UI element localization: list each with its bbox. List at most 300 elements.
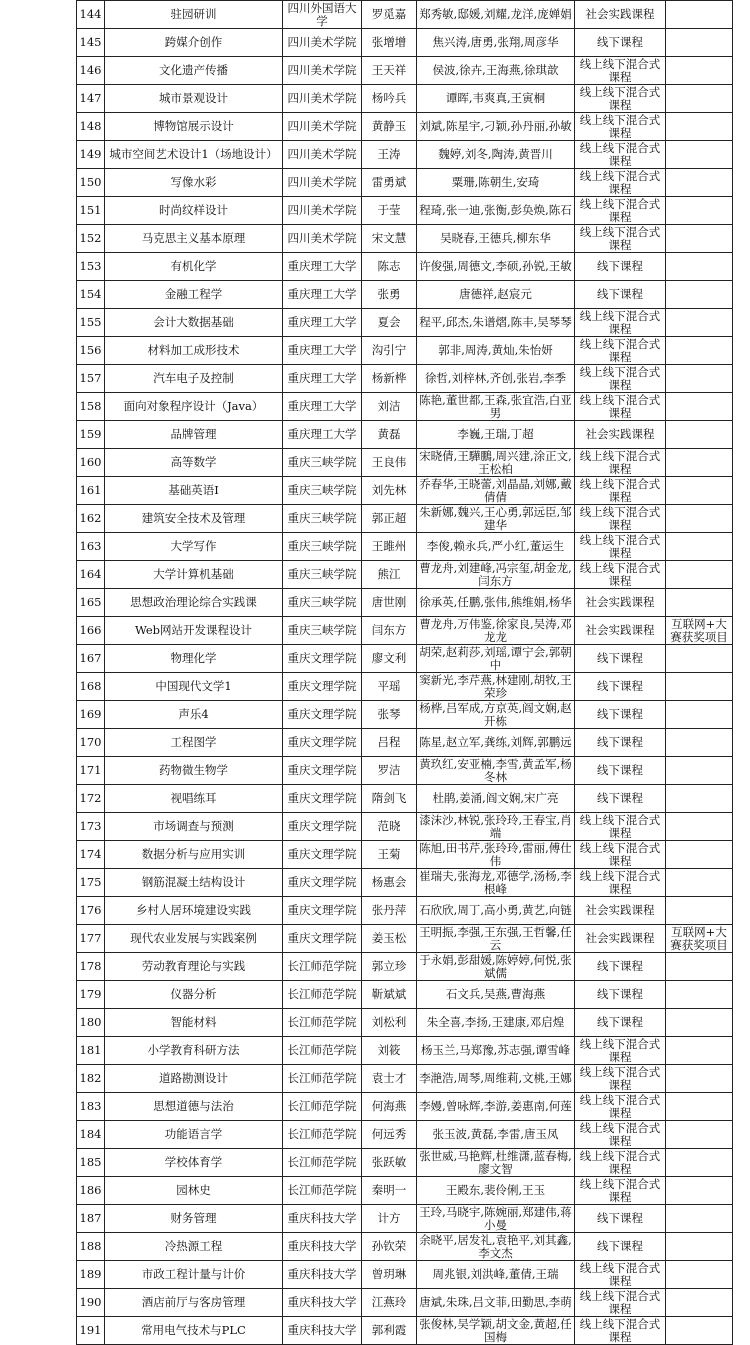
row-number-cell: 153 bbox=[77, 253, 105, 281]
remark-cell bbox=[666, 169, 733, 197]
team-members-cell: 张玉波,黄磊,李雷,唐玉凤 bbox=[417, 1121, 575, 1149]
team-members-cell: 杜鹃,姜涌,阎文娴,宋广亮 bbox=[417, 785, 575, 813]
table-row bbox=[77, 1065, 733, 1093]
school-name-cell: 重庆三峡学院 bbox=[283, 505, 362, 533]
remark-cell bbox=[666, 477, 733, 505]
course-name-cell: 视唱练耳 bbox=[105, 785, 283, 813]
team-members-cell: 王殿东,裴伶俐,王玉 bbox=[417, 1177, 575, 1205]
school-name-cell: 重庆科技大学 bbox=[283, 1261, 362, 1289]
team-members-cell: 窦新光,李芹燕,林建刚,胡牧,王荣珍 bbox=[417, 673, 575, 701]
row-number-cell: 146 bbox=[77, 57, 105, 85]
school-name-cell: 重庆文理学院 bbox=[283, 897, 362, 925]
course-leader-cell: 杨新桦 bbox=[362, 365, 417, 393]
table-row bbox=[77, 169, 733, 197]
course-table bbox=[76, 0, 733, 1345]
row-number-cell: 164 bbox=[77, 561, 105, 589]
team-members-cell: 刘斌,陈星宇,刁颖,孙丹丽,孙敏 bbox=[417, 113, 575, 141]
table-row bbox=[77, 1093, 733, 1121]
table-row bbox=[77, 1261, 733, 1289]
course-leader-cell: 江燕玲 bbox=[362, 1289, 417, 1317]
table-row bbox=[77, 141, 733, 169]
table-row bbox=[77, 393, 733, 421]
team-members-cell: 郑秀敏,邸媛,刘耀,龙洋,庞婵娟 bbox=[417, 1, 575, 29]
school-name-cell: 重庆三峡学院 bbox=[283, 533, 362, 561]
course-leader-cell: 何远秀 bbox=[362, 1121, 417, 1149]
team-members-cell: 张俊林,吴学颖,胡文金,黄超,任国梅 bbox=[417, 1317, 575, 1345]
team-members-cell: 程琦,张一迪,张衡,彭奂焕,陈石 bbox=[417, 197, 575, 225]
row-number-cell: 173 bbox=[77, 813, 105, 841]
school-name-cell: 四川美术学院 bbox=[283, 29, 362, 57]
table-row bbox=[77, 925, 733, 953]
team-members-cell: 乔春华,王晓蕾,刘晶晶,刘娜,戴倩倩 bbox=[417, 477, 575, 505]
remark-cell bbox=[666, 393, 733, 421]
team-members-cell: 曹龙舟,刘建峰,冯宗玺,胡金龙,闫东方 bbox=[417, 561, 575, 589]
course-leader-cell: 刘筱 bbox=[362, 1037, 417, 1065]
row-number-cell: 182 bbox=[77, 1065, 105, 1093]
course-leader-cell: 范晓 bbox=[362, 813, 417, 841]
course-type-cell: 线上线下混合式课程 bbox=[575, 1065, 666, 1093]
school-name-cell: 重庆文理学院 bbox=[283, 757, 362, 785]
course-type-cell: 线上线下混合式课程 bbox=[575, 1093, 666, 1121]
team-members-cell: 杨玉兰,马郑豫,苏志强,谭雪峰 bbox=[417, 1037, 575, 1065]
row-number-cell: 147 bbox=[77, 85, 105, 113]
table-row bbox=[77, 477, 733, 505]
team-members-cell: 徐哲,刘梓林,齐创,张岩,李季 bbox=[417, 365, 575, 393]
row-number-cell: 154 bbox=[77, 281, 105, 309]
team-members-cell: 李俊,赖永兵,严小红,董运生 bbox=[417, 533, 575, 561]
course-type-cell: 社会实践课程 bbox=[575, 421, 666, 449]
course-leader-cell: 黄静玉 bbox=[362, 113, 417, 141]
remark-cell bbox=[666, 869, 733, 897]
remark-cell bbox=[666, 253, 733, 281]
remark-cell bbox=[666, 841, 733, 869]
school-name-cell: 四川美术学院 bbox=[283, 169, 362, 197]
row-number-cell: 166 bbox=[77, 617, 105, 645]
course-type-cell: 线上线下混合式课程 bbox=[575, 449, 666, 477]
course-leader-cell: 平瑶 bbox=[362, 673, 417, 701]
course-type-cell: 线下课程 bbox=[575, 785, 666, 813]
course-name-cell: 金融工程学 bbox=[105, 281, 283, 309]
team-members-cell: 王玲,马晓宇,陈婉丽,郑建伟,蒋小曼 bbox=[417, 1205, 575, 1233]
team-members-cell: 周兆银,刘洪峰,董倩,王瑞 bbox=[417, 1261, 575, 1289]
course-leader-cell: 袁士才 bbox=[362, 1065, 417, 1093]
remark-cell bbox=[666, 1, 733, 29]
remark-cell bbox=[666, 421, 733, 449]
course-name-cell: 思想政治理论综合实践课 bbox=[105, 589, 283, 617]
team-members-cell: 胡荣,赵莉莎,刘瑶,谭宁会,郭朝中 bbox=[417, 645, 575, 673]
row-number-cell: 185 bbox=[77, 1149, 105, 1177]
school-name-cell: 长江师范学院 bbox=[283, 1037, 362, 1065]
course-leader-cell: 宋文慧 bbox=[362, 225, 417, 253]
school-name-cell: 重庆理工大学 bbox=[283, 421, 362, 449]
course-type-cell: 线上线下混合式课程 bbox=[575, 533, 666, 561]
remark-cell bbox=[666, 505, 733, 533]
school-name-cell: 长江师范学院 bbox=[283, 953, 362, 981]
course-leader-cell: 何海燕 bbox=[362, 1093, 417, 1121]
team-members-cell: 徐承英,任鹏,张伟,熊维娟,杨华 bbox=[417, 589, 575, 617]
school-name-cell: 重庆文理学院 bbox=[283, 701, 362, 729]
table-row bbox=[77, 29, 733, 57]
course-leader-cell: 王良伟 bbox=[362, 449, 417, 477]
table-row bbox=[77, 1205, 733, 1233]
school-name-cell: 四川美术学院 bbox=[283, 197, 362, 225]
table-row bbox=[77, 533, 733, 561]
team-members-cell: 崔瑞夫,张海龙,邓德学,汤杨,李根峰 bbox=[417, 869, 575, 897]
table-row bbox=[77, 589, 733, 617]
course-name-cell: 城市景观设计 bbox=[105, 85, 283, 113]
course-leader-cell: 黄磊 bbox=[362, 421, 417, 449]
course-name-cell: 材料加工成形技术 bbox=[105, 337, 283, 365]
course-type-cell: 线下课程 bbox=[575, 1009, 666, 1037]
team-members-cell: 粟珊,陈朝生,安琦 bbox=[417, 169, 575, 197]
course-type-cell: 线上线下混合式课程 bbox=[575, 1317, 666, 1345]
school-name-cell: 四川外国语大学 bbox=[283, 1, 362, 29]
remark-cell bbox=[666, 1289, 733, 1317]
row-number-cell: 163 bbox=[77, 533, 105, 561]
row-number-cell: 159 bbox=[77, 421, 105, 449]
school-name-cell: 四川美术学院 bbox=[283, 141, 362, 169]
course-type-cell: 线上线下混合式课程 bbox=[575, 1261, 666, 1289]
course-type-cell: 线上线下混合式课程 bbox=[575, 505, 666, 533]
course-name-cell: 大学写作 bbox=[105, 533, 283, 561]
remark-cell bbox=[666, 785, 733, 813]
school-name-cell: 长江师范学院 bbox=[283, 1177, 362, 1205]
school-name-cell: 重庆理工大学 bbox=[283, 393, 362, 421]
row-number-cell: 178 bbox=[77, 953, 105, 981]
row-number-cell: 150 bbox=[77, 169, 105, 197]
remark-cell bbox=[666, 1317, 733, 1345]
course-type-cell: 线下课程 bbox=[575, 1205, 666, 1233]
school-name-cell: 长江师范学院 bbox=[283, 1149, 362, 1177]
table-row bbox=[77, 617, 733, 645]
school-name-cell: 重庆文理学院 bbox=[283, 813, 362, 841]
table-row bbox=[77, 1149, 733, 1177]
remark-cell bbox=[666, 1065, 733, 1093]
course-type-cell: 线下课程 bbox=[575, 981, 666, 1009]
course-type-cell: 线上线下混合式课程 bbox=[575, 1149, 666, 1177]
course-leader-cell: 夏会 bbox=[362, 309, 417, 337]
remark-cell bbox=[666, 1261, 733, 1289]
course-name-cell: 现代农业发展与实践案例 bbox=[105, 925, 283, 953]
row-number-cell: 174 bbox=[77, 841, 105, 869]
row-number-cell: 171 bbox=[77, 757, 105, 785]
school-name-cell: 长江师范学院 bbox=[283, 1009, 362, 1037]
row-number-cell: 187 bbox=[77, 1205, 105, 1233]
course-name-cell: 时尚纹样设计 bbox=[105, 197, 283, 225]
course-type-cell: 线上线下混合式课程 bbox=[575, 365, 666, 393]
school-name-cell: 重庆文理学院 bbox=[283, 785, 362, 813]
school-name-cell: 重庆三峡学院 bbox=[283, 449, 362, 477]
course-name-cell: Web网站开发课程设计 bbox=[105, 617, 283, 645]
remark-cell bbox=[666, 729, 733, 757]
row-number-cell: 177 bbox=[77, 925, 105, 953]
course-leader-cell: 闫东方 bbox=[362, 617, 417, 645]
table-row bbox=[77, 1317, 733, 1345]
table-row bbox=[77, 813, 733, 841]
team-members-cell: 朱全喜,李扬,王建康,邓启煌 bbox=[417, 1009, 575, 1037]
course-type-cell: 线下课程 bbox=[575, 1233, 666, 1261]
school-name-cell: 重庆科技大学 bbox=[283, 1205, 362, 1233]
table-row bbox=[77, 729, 733, 757]
course-type-cell: 线上线下混合式课程 bbox=[575, 197, 666, 225]
course-leader-cell: 郭正超 bbox=[362, 505, 417, 533]
school-name-cell: 四川美术学院 bbox=[283, 57, 362, 85]
school-name-cell: 四川美术学院 bbox=[283, 225, 362, 253]
remark-cell bbox=[666, 1037, 733, 1065]
course-name-cell: 思想道德与法治 bbox=[105, 1093, 283, 1121]
course-name-cell: 药物微生物学 bbox=[105, 757, 283, 785]
course-type-cell: 线上线下混合式课程 bbox=[575, 85, 666, 113]
remark-cell bbox=[666, 673, 733, 701]
course-type-cell: 线上线下混合式课程 bbox=[575, 477, 666, 505]
course-name-cell: 面向对象程序设计（Java） bbox=[105, 393, 283, 421]
team-members-cell: 余晓平,居发礼,袁艳平,刘其鑫,李文杰 bbox=[417, 1233, 575, 1261]
remark-cell bbox=[666, 533, 733, 561]
remark-cell bbox=[666, 897, 733, 925]
course-leader-cell: 王菊 bbox=[362, 841, 417, 869]
row-number-cell: 152 bbox=[77, 225, 105, 253]
course-type-cell: 社会实践课程 bbox=[575, 925, 666, 953]
course-name-cell: 园林史 bbox=[105, 1177, 283, 1205]
course-name-cell: 市场调查与预测 bbox=[105, 813, 283, 841]
team-members-cell: 杨桦,吕军成,方京英,阎文娴,赵开栋 bbox=[417, 701, 575, 729]
course-type-cell: 线上线下混合式课程 bbox=[575, 841, 666, 869]
course-leader-cell: 张勇 bbox=[362, 281, 417, 309]
table-row bbox=[77, 869, 733, 897]
course-name-cell: 市政工程计量与计价 bbox=[105, 1261, 283, 1289]
remark-cell bbox=[666, 1009, 733, 1037]
course-name-cell: 驻园研训 bbox=[105, 1, 283, 29]
course-name-cell: 有机化学 bbox=[105, 253, 283, 281]
remark-cell bbox=[666, 1121, 733, 1149]
course-name-cell: 基础英语Ⅰ bbox=[105, 477, 283, 505]
table-row bbox=[77, 981, 733, 1009]
team-members-cell: 谭晖,韦爽真,王寅桐 bbox=[417, 85, 575, 113]
course-name-cell: 汽车电子及控制 bbox=[105, 365, 283, 393]
course-type-cell: 线上线下混合式课程 bbox=[575, 309, 666, 337]
table-row bbox=[77, 1233, 733, 1261]
table-row bbox=[77, 1009, 733, 1037]
table-row bbox=[77, 337, 733, 365]
school-name-cell: 重庆三峡学院 bbox=[283, 617, 362, 645]
course-type-cell: 线下课程 bbox=[575, 281, 666, 309]
course-name-cell: 马克思主义基本原理 bbox=[105, 225, 283, 253]
team-members-cell: 侯波,徐卉,王海燕,徐琪歆 bbox=[417, 57, 575, 85]
table-row bbox=[77, 197, 733, 225]
row-number-cell: 158 bbox=[77, 393, 105, 421]
course-leader-cell: 唐世刚 bbox=[362, 589, 417, 617]
table-row bbox=[77, 253, 733, 281]
team-members-cell: 许俊强,周德文,李硕,孙锐,王敏 bbox=[417, 253, 575, 281]
row-number-cell: 169 bbox=[77, 701, 105, 729]
school-name-cell: 重庆理工大学 bbox=[283, 365, 362, 393]
course-name-cell: 劳动教育理论与实践 bbox=[105, 953, 283, 981]
team-members-cell: 陈星,赵立军,龚练,刘辉,郭鹏远 bbox=[417, 729, 575, 757]
remark-cell bbox=[666, 141, 733, 169]
remark-cell bbox=[666, 1177, 733, 1205]
school-name-cell: 重庆科技大学 bbox=[283, 1289, 362, 1317]
school-name-cell: 重庆三峡学院 bbox=[283, 477, 362, 505]
table-row bbox=[77, 897, 733, 925]
remark-cell bbox=[666, 701, 733, 729]
remark-cell bbox=[666, 757, 733, 785]
row-number-cell: 156 bbox=[77, 337, 105, 365]
row-number-cell: 161 bbox=[77, 477, 105, 505]
row-number-cell: 180 bbox=[77, 1009, 105, 1037]
row-number-cell: 170 bbox=[77, 729, 105, 757]
school-name-cell: 重庆理工大学 bbox=[283, 253, 362, 281]
table-row bbox=[77, 701, 733, 729]
school-name-cell: 长江师范学院 bbox=[283, 1093, 362, 1121]
row-number-cell: 191 bbox=[77, 1317, 105, 1345]
remark-cell bbox=[666, 225, 733, 253]
school-name-cell: 重庆文理学院 bbox=[283, 841, 362, 869]
course-type-cell: 社会实践课程 bbox=[575, 589, 666, 617]
table-row bbox=[77, 449, 733, 477]
course-leader-cell: 秦明一 bbox=[362, 1177, 417, 1205]
course-leader-cell: 张琴 bbox=[362, 701, 417, 729]
table-row bbox=[77, 1177, 733, 1205]
course-type-cell: 线下课程 bbox=[575, 645, 666, 673]
remark-cell bbox=[666, 981, 733, 1009]
course-leader-cell: 王涛 bbox=[362, 141, 417, 169]
course-name-cell: 冷热源工程 bbox=[105, 1233, 283, 1261]
remark-cell bbox=[666, 57, 733, 85]
table-row bbox=[77, 113, 733, 141]
course-leader-cell: 张丹萍 bbox=[362, 897, 417, 925]
course-type-cell: 线下课程 bbox=[575, 953, 666, 981]
school-name-cell: 长江师范学院 bbox=[283, 981, 362, 1009]
table-row bbox=[77, 57, 733, 85]
course-leader-cell: 陈志 bbox=[362, 253, 417, 281]
school-name-cell: 重庆三峡学院 bbox=[283, 589, 362, 617]
team-members-cell: 石文兵,吴燕,曹海燕 bbox=[417, 981, 575, 1009]
course-name-cell: 博物馆展示设计 bbox=[105, 113, 283, 141]
remark-cell bbox=[666, 953, 733, 981]
remark-cell bbox=[666, 113, 733, 141]
row-number-cell: 186 bbox=[77, 1177, 105, 1205]
course-name-cell: 物理化学 bbox=[105, 645, 283, 673]
course-name-cell: 数据分析与应用实训 bbox=[105, 841, 283, 869]
course-type-cell: 线上线下混合式课程 bbox=[575, 1177, 666, 1205]
row-number-cell: 162 bbox=[77, 505, 105, 533]
school-name-cell: 重庆文理学院 bbox=[283, 645, 362, 673]
course-name-cell: 常用电气技术与PLC bbox=[105, 1317, 283, 1345]
course-leader-cell: 计方 bbox=[362, 1205, 417, 1233]
table-row bbox=[77, 953, 733, 981]
team-members-cell: 陈旭,田书芹,张玲玲,雷丽,傅仕伟 bbox=[417, 841, 575, 869]
course-type-cell: 线上线下混合式课程 bbox=[575, 57, 666, 85]
team-members-cell: 王明振,李强,王东强,王哲馨,任云 bbox=[417, 925, 575, 953]
table-row bbox=[77, 365, 733, 393]
remark-cell bbox=[666, 365, 733, 393]
table-row bbox=[77, 785, 733, 813]
school-name-cell: 重庆理工大学 bbox=[283, 281, 362, 309]
course-type-cell: 线下课程 bbox=[575, 253, 666, 281]
school-name-cell: 长江师范学院 bbox=[283, 1065, 362, 1093]
school-name-cell: 重庆科技大学 bbox=[283, 1317, 362, 1345]
course-type-cell: 线上线下混合式课程 bbox=[575, 141, 666, 169]
course-type-cell: 线上线下混合式课程 bbox=[575, 813, 666, 841]
course-type-cell: 社会实践课程 bbox=[575, 617, 666, 645]
course-type-cell: 社会实践课程 bbox=[575, 1, 666, 29]
row-number-cell: 176 bbox=[77, 897, 105, 925]
course-leader-cell: 雷勇斌 bbox=[362, 169, 417, 197]
table-row bbox=[77, 309, 733, 337]
course-type-cell: 线下课程 bbox=[575, 757, 666, 785]
course-name-cell: 写像水彩 bbox=[105, 169, 283, 197]
remark-cell bbox=[666, 1149, 733, 1177]
course-name-cell: 小学教育科研方法 bbox=[105, 1037, 283, 1065]
table-row bbox=[77, 1289, 733, 1317]
course-name-cell: 工程图学 bbox=[105, 729, 283, 757]
course-type-cell: 线上线下混合式课程 bbox=[575, 1037, 666, 1065]
course-name-cell: 中国现代文学1 bbox=[105, 673, 283, 701]
row-number-cell: 148 bbox=[77, 113, 105, 141]
team-members-cell: 曹龙舟,万伟鉴,徐家良,吴涛,邓龙龙 bbox=[417, 617, 575, 645]
remark-cell bbox=[666, 337, 733, 365]
table-row bbox=[77, 841, 733, 869]
course-type-cell: 线上线下混合式课程 bbox=[575, 337, 666, 365]
table-row bbox=[77, 673, 733, 701]
team-members-cell: 黄玖红,安亚楠,李雪,黄孟军,杨冬林 bbox=[417, 757, 575, 785]
course-type-cell: 线上线下混合式课程 bbox=[575, 169, 666, 197]
row-number-cell: 151 bbox=[77, 197, 105, 225]
row-number-cell: 183 bbox=[77, 1093, 105, 1121]
remark-cell bbox=[666, 1205, 733, 1233]
course-name-cell: 智能材料 bbox=[105, 1009, 283, 1037]
remark-cell: 互联网+大赛获奖项目 bbox=[666, 925, 733, 953]
course-type-cell: 线上线下混合式课程 bbox=[575, 561, 666, 589]
course-type-cell: 线上线下混合式课程 bbox=[575, 225, 666, 253]
course-leader-cell: 沟引宁 bbox=[362, 337, 417, 365]
table-row bbox=[77, 1121, 733, 1149]
course-leader-cell: 姜玉松 bbox=[362, 925, 417, 953]
course-name-cell: 乡村人居环境建设实践 bbox=[105, 897, 283, 925]
course-leader-cell: 熊江 bbox=[362, 561, 417, 589]
course-leader-cell: 刘先林 bbox=[362, 477, 417, 505]
course-type-cell: 线下课程 bbox=[575, 701, 666, 729]
course-leader-cell: 孙钦荣 bbox=[362, 1233, 417, 1261]
team-members-cell: 于永娟,彭甜媛,陈婷婷,何悦,张斌儒 bbox=[417, 953, 575, 981]
team-members-cell: 李巍,王瑞,丁超 bbox=[417, 421, 575, 449]
remark-cell bbox=[666, 1093, 733, 1121]
row-number-cell: 149 bbox=[77, 141, 105, 169]
course-leader-cell: 刘松利 bbox=[362, 1009, 417, 1037]
table-row bbox=[77, 85, 733, 113]
course-type-cell: 线上线下混合式课程 bbox=[575, 1121, 666, 1149]
school-name-cell: 重庆科技大学 bbox=[283, 1233, 362, 1261]
course-leader-cell: 廖文利 bbox=[362, 645, 417, 673]
row-number-cell: 181 bbox=[77, 1037, 105, 1065]
school-name-cell: 四川美术学院 bbox=[283, 85, 362, 113]
row-number-cell: 188 bbox=[77, 1233, 105, 1261]
course-type-cell: 线上线下混合式课程 bbox=[575, 113, 666, 141]
remark-cell bbox=[666, 29, 733, 57]
course-name-cell: 酒店前厅与客房管理 bbox=[105, 1289, 283, 1317]
course-name-cell: 学校体育学 bbox=[105, 1149, 283, 1177]
remark-cell bbox=[666, 1233, 733, 1261]
table-row bbox=[77, 421, 733, 449]
row-number-cell: 190 bbox=[77, 1289, 105, 1317]
course-name-cell: 道路勘测设计 bbox=[105, 1065, 283, 1093]
course-leader-cell: 罗觅嘉 bbox=[362, 1, 417, 29]
course-type-cell: 社会实践课程 bbox=[575, 897, 666, 925]
school-name-cell: 四川美术学院 bbox=[283, 113, 362, 141]
school-name-cell: 长江师范学院 bbox=[283, 1121, 362, 1149]
course-type-cell: 线下课程 bbox=[575, 29, 666, 57]
course-leader-cell: 杨吟兵 bbox=[362, 85, 417, 113]
